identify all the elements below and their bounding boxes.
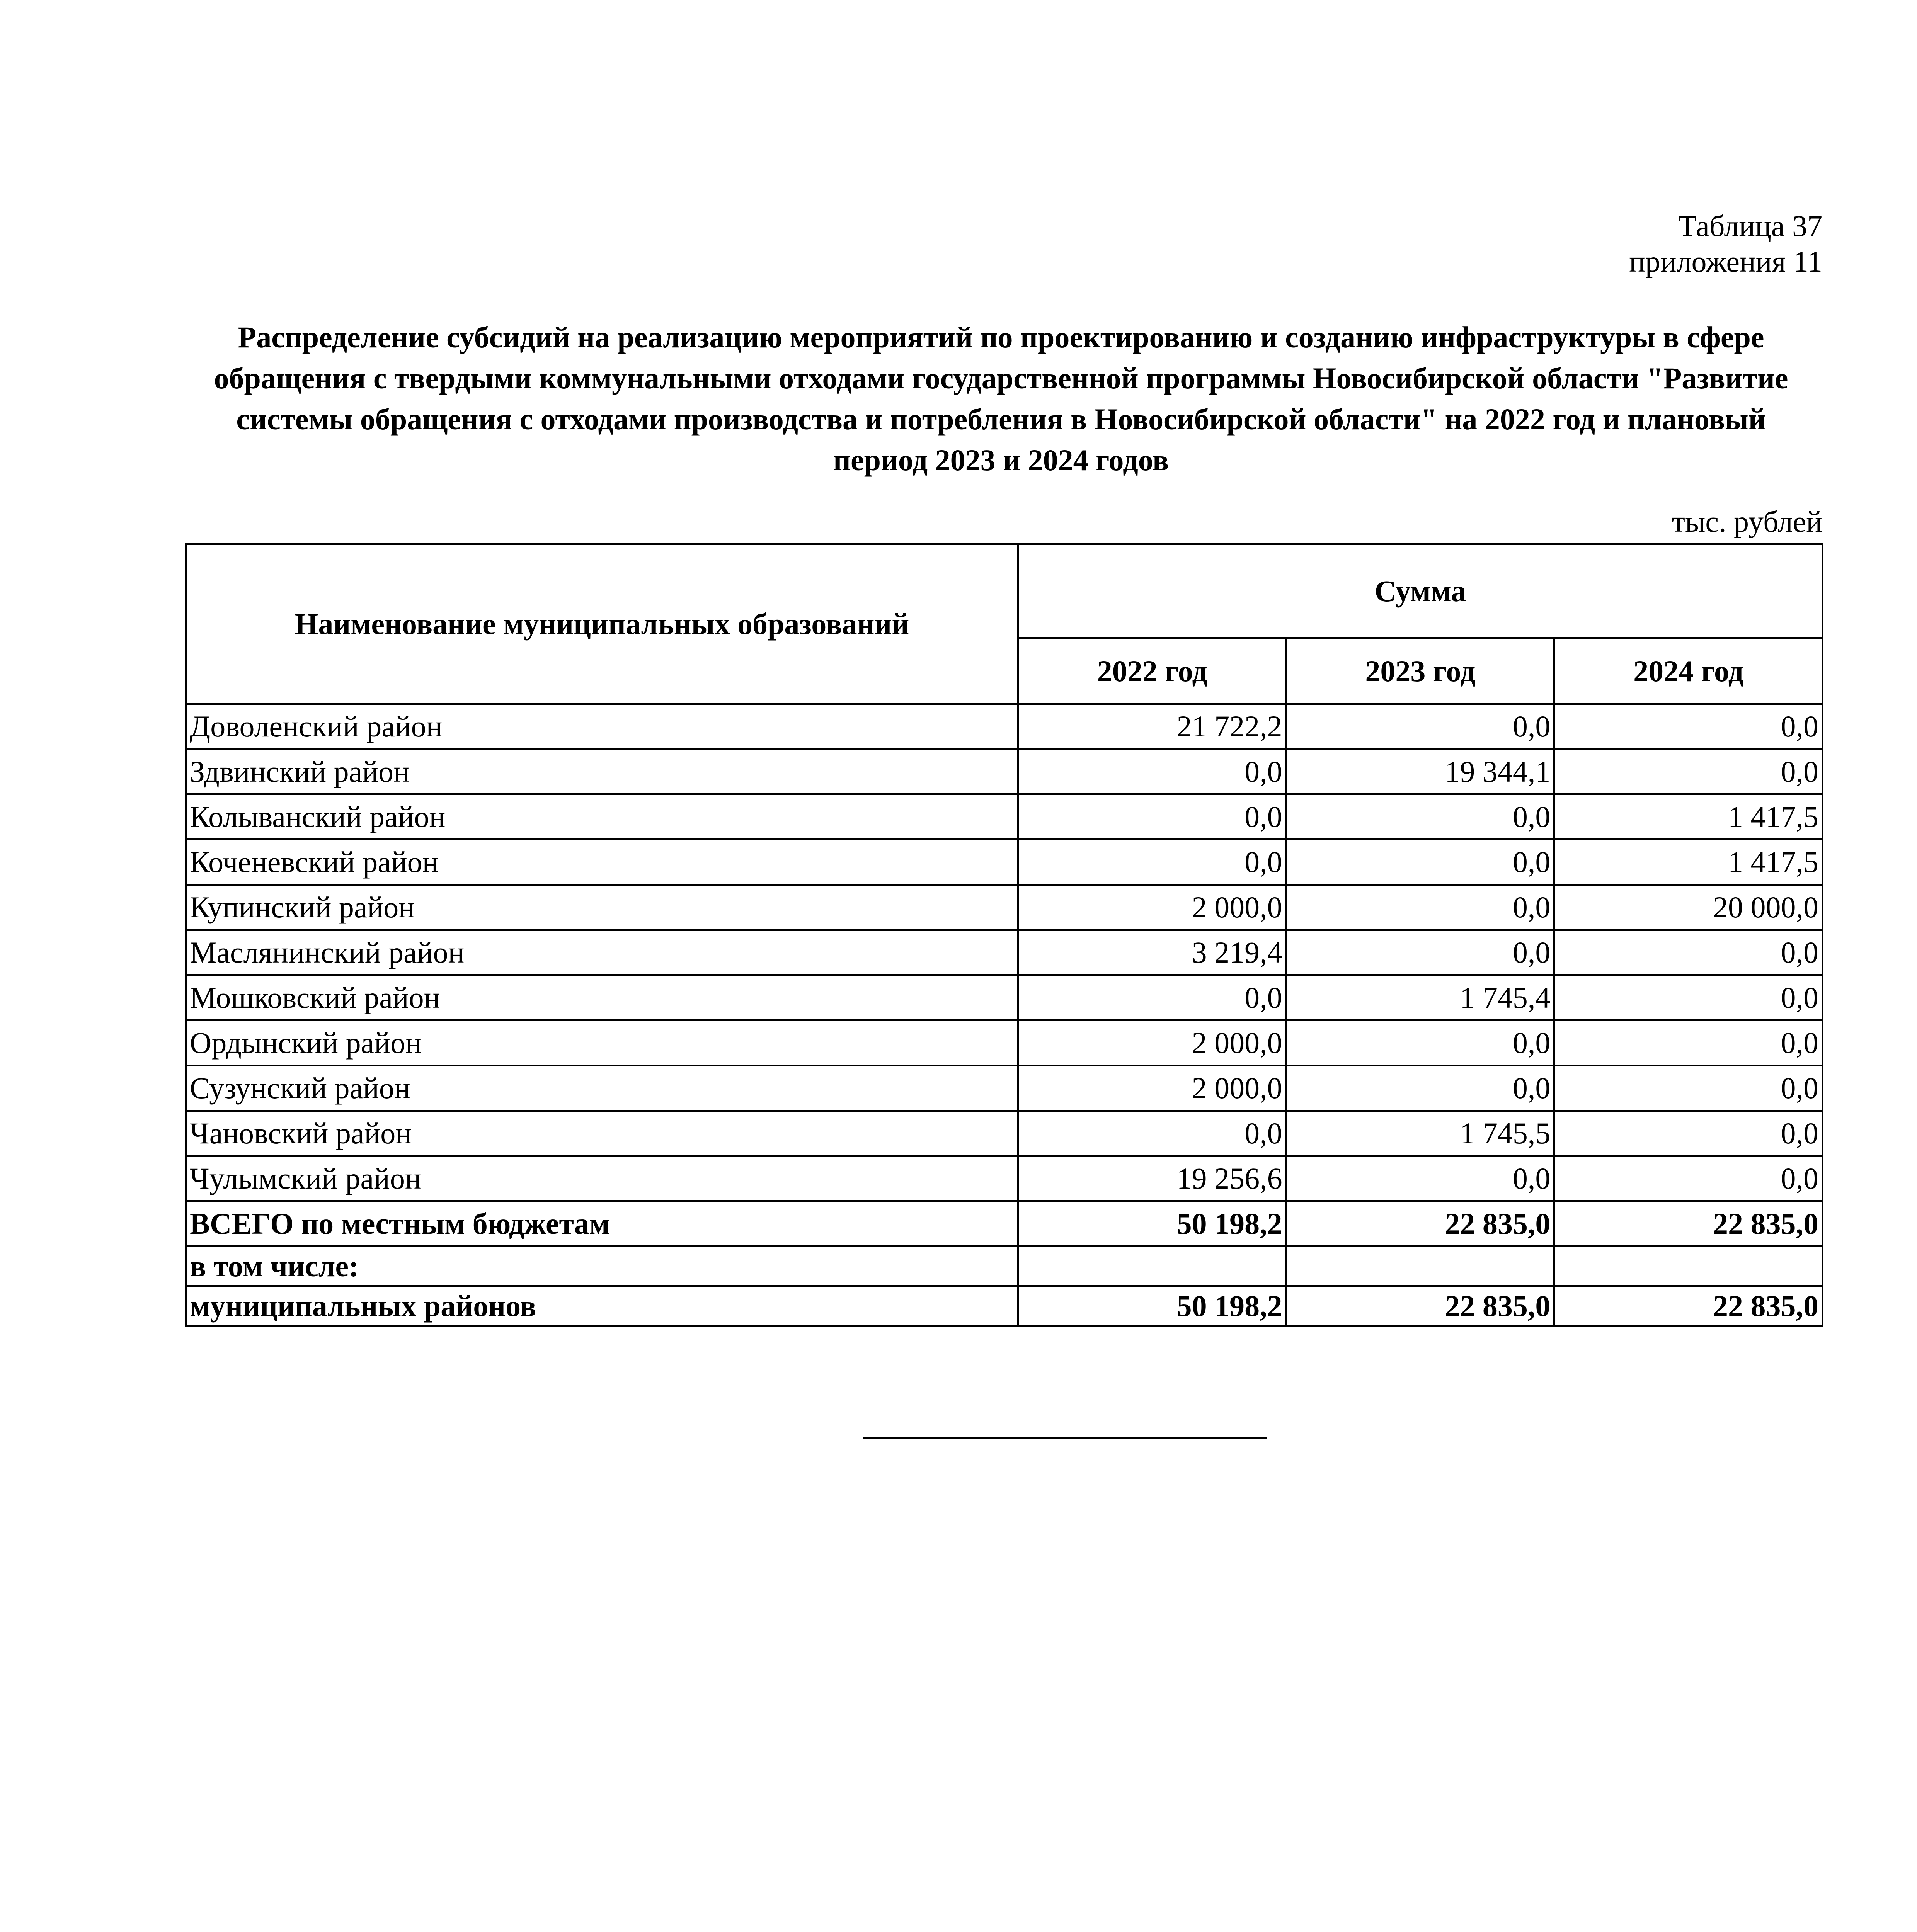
total-2023: 22 835,0 [1286, 1201, 1554, 1247]
value-2022: 0,0 [1018, 840, 1287, 885]
district-name: Сузунский район [186, 1066, 1018, 1111]
including-label: в том числе: [186, 1247, 1018, 1286]
including-row [186, 1247, 1823, 1286]
table-row [186, 930, 1823, 975]
value-2023: 0,0 [1286, 704, 1554, 749]
value-2024: 0,0 [1554, 975, 1823, 1020]
district-name: Здвинский район [186, 749, 1018, 794]
column-header-2023: 2023 год [1286, 638, 1554, 704]
value-2024: 1 417,5 [1554, 794, 1823, 840]
district-name: Мошковский район [186, 975, 1018, 1020]
district-name: Ордынский район [186, 1020, 1018, 1066]
total-2024: 22 835,0 [1554, 1201, 1823, 1247]
value-2023: 0,0 [1286, 1066, 1554, 1111]
including-empty-2023 [1286, 1247, 1554, 1286]
column-header-2022: 2022 год [1018, 638, 1287, 704]
municipal-2022: 50 198,2 [1018, 1286, 1287, 1326]
district-name: Доволенский район [186, 704, 1018, 749]
value-2022: 0,0 [1018, 1111, 1287, 1156]
end-divider [863, 1437, 1267, 1439]
value-2024: 0,0 [1554, 1111, 1823, 1156]
municipal-2024: 22 835,0 [1554, 1286, 1823, 1326]
value-2023: 0,0 [1286, 930, 1554, 975]
table-row [186, 840, 1823, 885]
value-2024: 0,0 [1554, 704, 1823, 749]
district-name: Маслянинский район [186, 930, 1018, 975]
total-label: ВСЕГО по местным бюджетам [186, 1201, 1018, 1247]
table-number: Таблица 37 [1678, 209, 1822, 243]
district-name: Коченевский район [186, 840, 1018, 885]
value-2022: 19 256,6 [1018, 1156, 1287, 1201]
table-row [186, 975, 1823, 1020]
value-2022: 3 219,4 [1018, 930, 1287, 975]
subsidy-table [185, 543, 1823, 1327]
table-row [186, 1020, 1823, 1066]
total-row [186, 1201, 1823, 1247]
value-2024: 1 417,5 [1554, 840, 1823, 885]
table-row [186, 794, 1823, 840]
value-2023: 1 745,4 [1286, 975, 1554, 1020]
value-2022: 0,0 [1018, 749, 1287, 794]
value-2024: 0,0 [1554, 930, 1823, 975]
table-row [186, 1156, 1823, 1201]
district-name: Чановский район [186, 1111, 1018, 1156]
table-row [186, 1111, 1823, 1156]
value-2022: 21 722,2 [1018, 704, 1287, 749]
value-2022: 2 000,0 [1018, 1020, 1287, 1066]
table-row [186, 1066, 1823, 1111]
value-2024: 0,0 [1554, 1020, 1823, 1066]
value-2022: 0,0 [1018, 975, 1287, 1020]
municipal-label: муниципальных районов [186, 1286, 1018, 1326]
table-row [186, 749, 1823, 794]
value-2024: 20 000,0 [1554, 885, 1823, 930]
including-empty-2022 [1018, 1247, 1287, 1286]
including-empty-2024 [1554, 1247, 1823, 1286]
value-2023: 0,0 [1286, 794, 1554, 840]
district-name: Колыванский район [186, 794, 1018, 840]
value-2022: 0,0 [1018, 794, 1287, 840]
value-2024: 0,0 [1554, 1156, 1823, 1201]
value-2022: 2 000,0 [1018, 885, 1287, 930]
value-2022: 2 000,0 [1018, 1066, 1287, 1111]
document-title: Распределение субсидий на реализацию мероприятий по проектированию и созданию инфраструктуры в сфере обращения с твердыми коммунальными отходами государственной программы Новосибирской области "Развитие системы обращения с отходами производства и потребления в Новосибирской области" на 2022 год и плановый период 2023 и 2024 годов [214, 320, 1788, 477]
table-row [186, 704, 1823, 749]
value-2023: 0,0 [1286, 840, 1554, 885]
district-name: Чулымский район [186, 1156, 1018, 1201]
municipal-row [186, 1286, 1823, 1326]
value-2023: 1 745,5 [1286, 1111, 1554, 1156]
value-2023: 0,0 [1286, 1020, 1554, 1066]
district-name: Купинский район [186, 885, 1018, 930]
value-2024: 0,0 [1554, 1066, 1823, 1111]
column-header-sum: Сумма [1018, 544, 1823, 638]
column-header-name: Наименование муниципальных образований [186, 544, 1018, 704]
units-label: тыс. рублей [1672, 505, 1822, 538]
value-2023: 0,0 [1286, 885, 1554, 930]
municipal-2023: 22 835,0 [1286, 1286, 1554, 1326]
value-2024: 0,0 [1554, 749, 1823, 794]
appendix-number: приложения 11 [1629, 245, 1822, 278]
table-row [186, 885, 1823, 930]
total-2022: 50 198,2 [1018, 1201, 1287, 1247]
value-2023: 0,0 [1286, 1156, 1554, 1201]
column-header-2024: 2024 год [1554, 638, 1823, 704]
value-2023: 19 344,1 [1286, 749, 1554, 794]
